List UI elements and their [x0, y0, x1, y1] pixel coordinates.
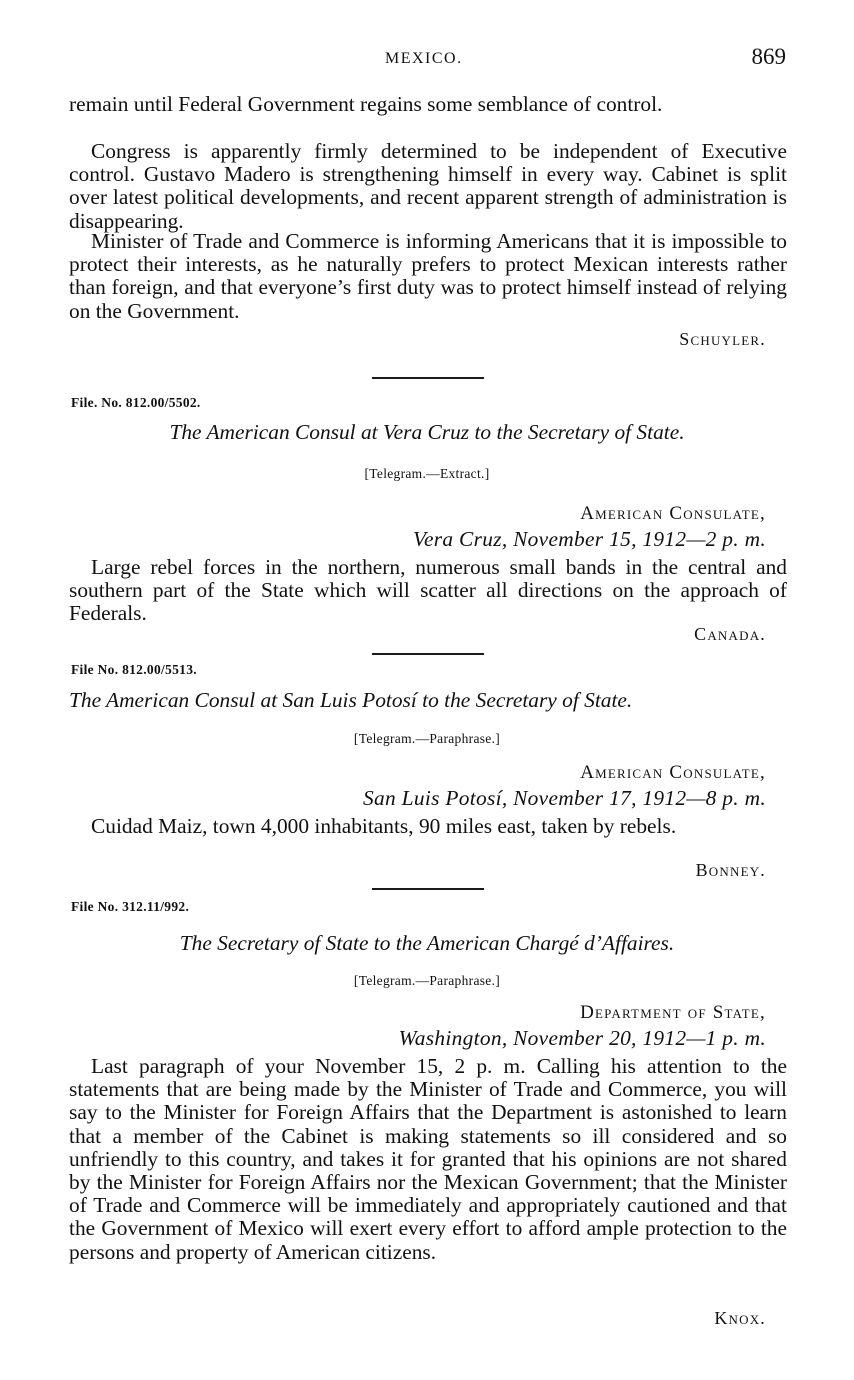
- telegram-body: Cuidad Maiz, town 4,000 inhabitants, 90 miles east, taken by rebels.: [91, 814, 677, 838]
- telegram-subhead: [Telegram.—Extract.]: [364, 466, 490, 481]
- continuation-paragraph-1: remain until Federal Government regains some semblance of control.: [69, 92, 663, 116]
- document-title: The American Consul at Vera Cruz to the Secretary of State.: [169, 420, 685, 444]
- section-divider: [372, 377, 484, 379]
- file-number: File. No. 812.00/5502.: [71, 395, 201, 410]
- signature-canada: Canada.: [694, 624, 766, 644]
- signature-bonney: Bonney.: [695, 860, 766, 880]
- dateline: San Luis Potosí, November 17, 1912—8 p. m.: [363, 786, 766, 810]
- office-heading: American Consulate,: [580, 503, 766, 524]
- dateline: Washington, November 20, 1912—1 p. m.: [398, 1026, 766, 1050]
- section-divider: [372, 888, 484, 890]
- telegram-body: Last paragraph of your November 15, 2 p. m. Calling his attention to the statements that are being made by the Minister of Trade and Commerce, you will say to the Minister for Foreign Affairs that the Department is astonished to learn that a member of the Cabinet is making statements so ill considered and so unfriendly to this country, and takes it for granted that his opinions are not shared by the Minister for Foreign Affairs nor the Mexican Government; that the Minister of Trade and Commerce will be immediately and appropriately cautioned and that the Government of Mexico will exert every effort to afford ample protection to the persons and property of American citizens.: [69, 1054, 787, 1264]
- running-head-title: MEXICO.: [385, 50, 463, 67]
- dateline: Vera Cruz, November 15, 1912—2 p. m.: [412, 527, 766, 551]
- document-title: The Secretary of State to the American Chargé d’Affaires.: [179, 931, 675, 955]
- signature-schuyler: Schuyler.: [679, 329, 766, 349]
- telegram-body: Large rebel forces in the northern, numerous small bands in the central and southern part of the State which will scatter all directions on the approach of Federals.: [69, 555, 787, 626]
- telegram-subhead: [Telegram.—Paraphrase.]: [353, 731, 501, 746]
- section-divider: [372, 653, 484, 655]
- document-title: The American Consul at San Luis Potosí to the Secretary of State.: [69, 688, 633, 712]
- signature-knox: Knox.: [714, 1308, 766, 1328]
- telegram-subhead: [Telegram.—Paraphrase.]: [353, 973, 501, 988]
- page-number: 869: [751, 44, 786, 69]
- office-heading: American Consulate,: [580, 762, 766, 783]
- continuation-paragraph-2: Congress is apparently firmly determined to be independent of Executive control. Gustavo Madero is strengthening himself in every way. Cabinet is split over latest political developments, and recent apparent strength of administration is disappearing.: [69, 139, 787, 233]
- file-number: File No. 812.00/5513.: [71, 662, 197, 677]
- office-heading: Department of State,: [580, 1002, 766, 1023]
- file-number: File No. 312.11/992.: [71, 899, 190, 914]
- continuation-paragraph-3: Minister of Trade and Commerce is informing Americans that it is impossible to protect their interests, as he naturally prefers to protect Mexican interests rather than foreign, and that everyone’s first duty was to protect himself instead of relying on the Government.: [69, 229, 787, 323]
- running-head: [0, 44, 854, 74]
